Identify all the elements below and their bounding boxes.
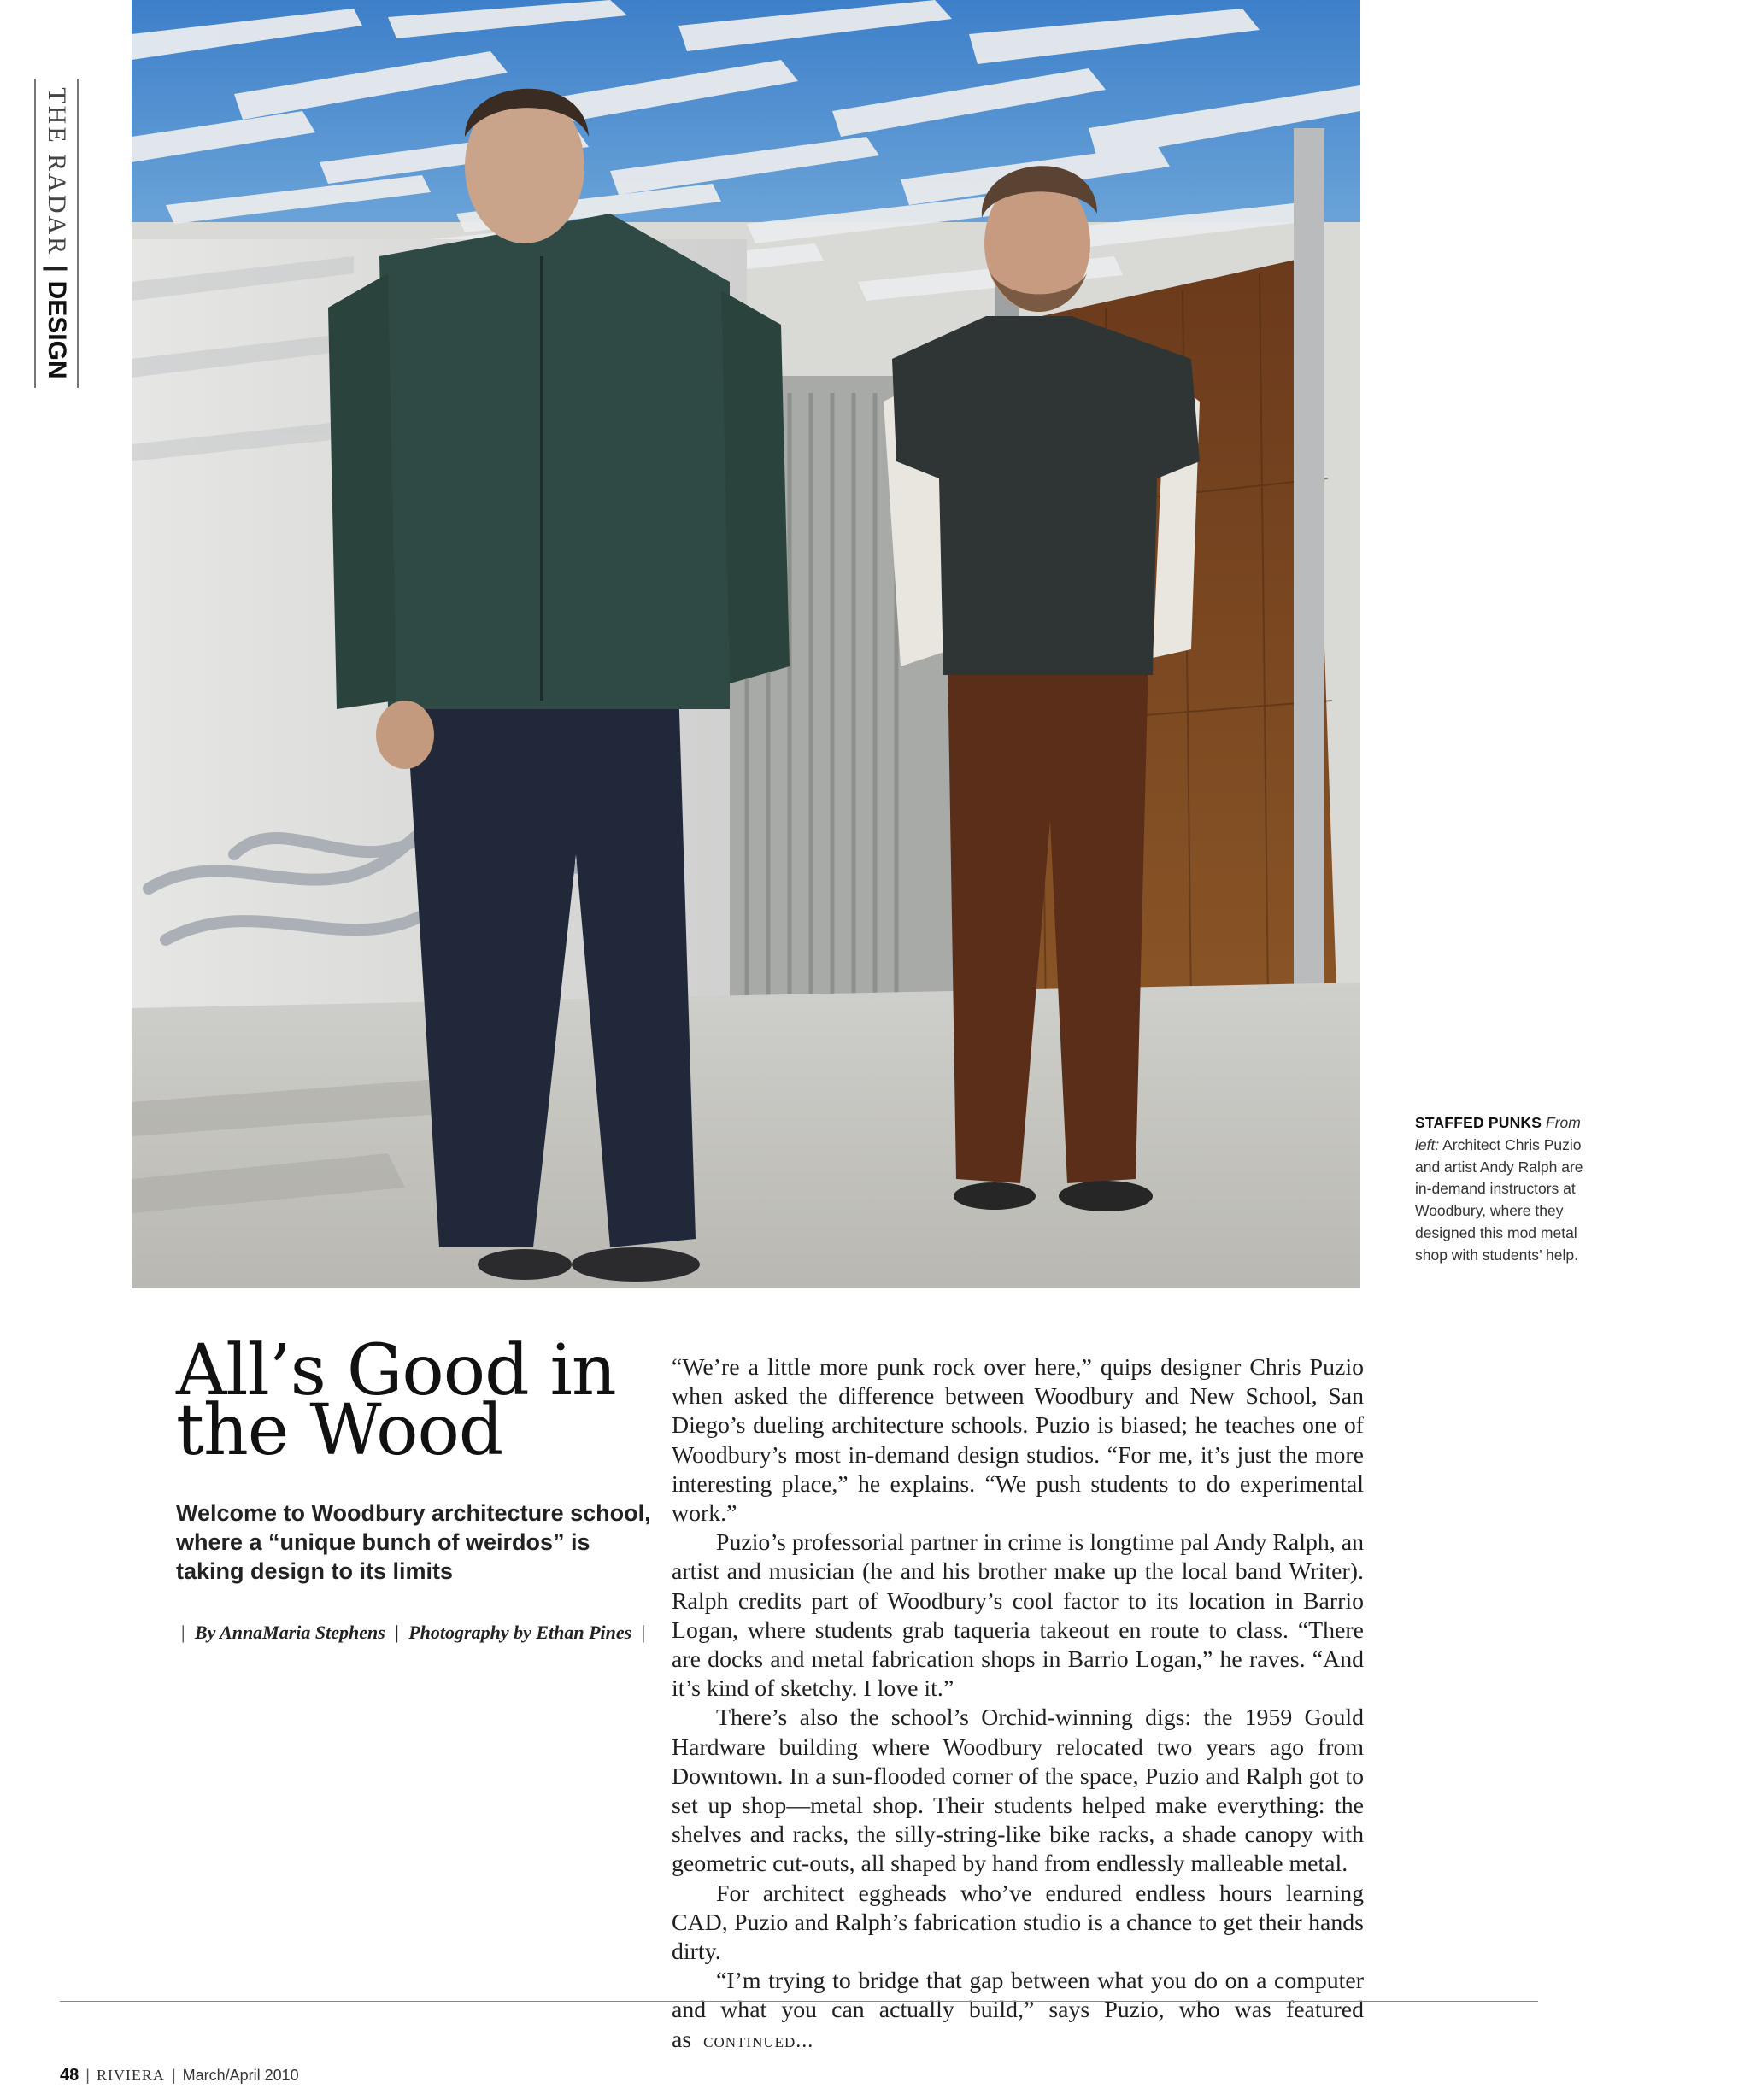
section-design: DESIGN	[43, 280, 71, 379]
byline-pipe: |	[641, 1622, 646, 1643]
footer-separator: |	[85, 2067, 90, 2084]
section-label-text	[44, 87, 69, 378]
article-body	[672, 1353, 1364, 2056]
body-paragraph-5	[672, 1967, 1364, 2056]
byline	[176, 1622, 655, 1644]
section-divider: |	[43, 265, 71, 273]
photo-caption	[1415, 1112, 1586, 1267]
footer-rule	[60, 2001, 1538, 2002]
page-footer	[60, 2066, 299, 2085]
body-paragraph-1: “We’re a little more punk rock over here,” quips designer Chris Puzio when asked the difference between Woodbury and New School, San Diego’s dueling architecture schools. Puzio is biased; he teaches one of Woodbury’s most in-demand design studios. “For me, it’s just the more interesting place,” he explains. “We push students to do experimental work.”	[672, 1354, 1364, 1528]
byline-pipe: |	[181, 1622, 185, 1643]
feature-photo	[132, 0, 1360, 1288]
caption-lead: From left:	[1415, 1114, 1581, 1153]
headline-line2: the Wood	[176, 1390, 503, 1471]
byline-author: By AnnaMaria Stephens	[194, 1622, 385, 1643]
byline-pipe: |	[395, 1622, 399, 1643]
body-paragraph-2: Puzio’s professorial partner in crime is longtime pal Andy Ralph, an artist and musician (he and his brother make up the local band Writer). Ralph credits part of Woodbury’s cool factor to its location in Barrio Logan, where students grab taqueria takeout en route to class. “There are docks and metal fabrication shops in Barrio Logan,” he raves. “And it’s kind of sketchy. I love it.”	[672, 1529, 1364, 1703]
byline-photo: Photography by Ethan Pines	[408, 1622, 632, 1643]
continued-marker: continued...	[703, 2029, 814, 2052]
magazine-name: RIVIERA	[96, 2067, 165, 2084]
body-paragraph-4: For architect eggheads who’ve endured endless hours learning CAD, Puzio and Ralph’s fabrication studio is a chance to get their hands dirty.	[672, 1880, 1364, 1966]
issue-date: March/April 2010	[182, 2067, 299, 2084]
page-number: 48	[60, 2066, 79, 2085]
article-headline	[176, 1330, 655, 1471]
body-paragraph-3: There’s also the school’s Orchid-winning digs: the 1959 Gould Hardware building where Woodbury relocated two years ago from Downtown. In a sun-flooded corner of the space, Puzio and Ralph got to set up shop—metal shop. Their students helped make everything: the shelves and racks, the silly-string-like bike racks, a shade canopy with geometric cut-outs, all shaped by hand from endlessly malleable metal.	[672, 1704, 1364, 1878]
article-dek: Welcome to Woodbury architecture school, where a “unique bunch of weirdos” is taking design to its limits	[176, 1500, 651, 1584]
headline-line1: All’s Good in	[176, 1330, 616, 1411]
footer-separator: |	[171, 2067, 176, 2084]
section-radar: THE RADAR	[43, 87, 71, 257]
body-paragraph-5-text: “I’m trying to bridge that gap between what you do on a computer and what you can actually build,” says Puzio, who was featured as	[672, 1968, 1364, 2053]
section-label	[34, 79, 79, 388]
caption-text: Architect Chris Puzio and artist Andy Ralph are in-demand instructors at Woodbury, where they designed this mod metal shop with students’ help.	[1415, 1135, 1583, 1264]
caption-head: STAFFED PUNKS	[1415, 1114, 1542, 1131]
